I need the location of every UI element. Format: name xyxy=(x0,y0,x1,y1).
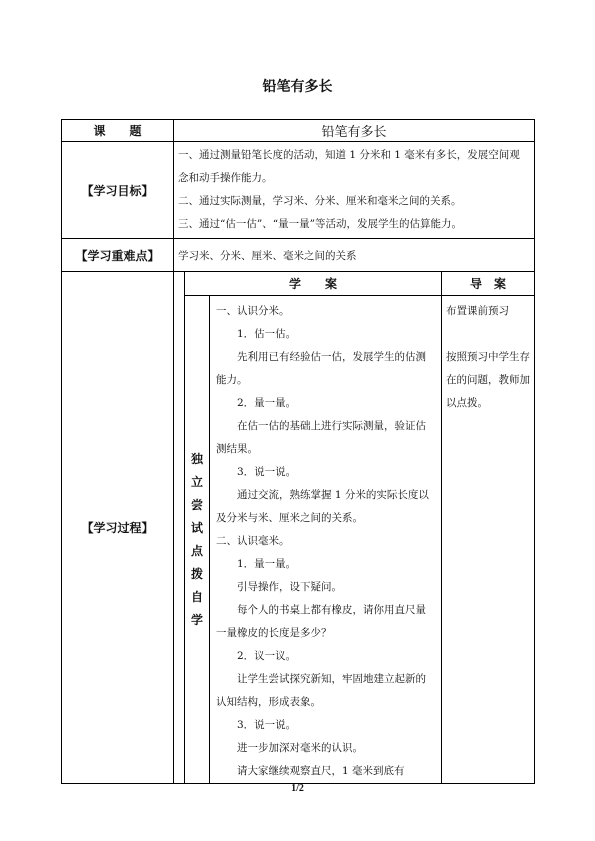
plan-line: 3．说一说。 xyxy=(237,719,297,731)
lesson-plan-table xyxy=(61,119,535,784)
topic-label: 课 题 xyxy=(62,120,174,142)
goal-item: 一、通过测量铅笔长度的活动，知道 1 分米和 1 毫米有多长，发展空间观念和动手操作能力。 xyxy=(178,149,520,184)
plan-line: 一、认识分米。 xyxy=(216,305,290,317)
plan-line: 在估一估的基础上进行实际测量，验证估测结果。 xyxy=(216,420,426,455)
plan-header: 学 案 xyxy=(185,272,442,296)
plan-line: 2．量一量。 xyxy=(237,397,297,409)
page-number: 1/2 xyxy=(291,783,304,794)
guide-header: 导 案 xyxy=(442,272,535,296)
process-spacer xyxy=(174,272,185,784)
goal-item: 二、通过实际测量，学习米、分米、厘米和毫米之间的关系。 xyxy=(178,195,462,207)
guide-line: 布置课前预习 xyxy=(446,305,509,317)
plan-line: 1．估一估。 xyxy=(237,328,297,340)
goals-cell xyxy=(174,142,535,239)
plan-line: 请大家继续观察直尺，1 毫米到底有 xyxy=(237,765,405,777)
goal-item: 三、通过“估一估”、“量一量”等活动，发展学生的估算能力。 xyxy=(178,218,462,230)
topic-value: 铅笔有多长 xyxy=(174,120,535,142)
phase-label: 独 立 尝 试 点 拨 自 学 xyxy=(185,296,210,784)
key-points-label: 【学习重难点】 xyxy=(62,239,174,272)
plan-line: 让学生尝试探究新知，牢固地建立起新的认知结构，形成表象。 xyxy=(216,673,426,708)
process-label: 【学习过程】 xyxy=(62,272,174,784)
plan-line: 每个人的书桌上都有橡皮，请你用直尺量一量橡皮的长度是多少？ xyxy=(216,604,426,639)
plan-line: 先利用已有经验估一估，发展学生的估测能力。 xyxy=(216,351,426,386)
guide-cell xyxy=(442,296,535,784)
goals-row xyxy=(62,142,535,239)
document-title: 铅笔有多长 xyxy=(262,79,333,95)
key-points-value: 学习米、分米、厘米、毫米之间的关系 xyxy=(174,239,535,272)
plan-line: 二、认识毫米。 xyxy=(216,535,290,547)
plan-line: 1．量一量。 xyxy=(237,558,297,570)
process-header-row xyxy=(62,272,535,296)
goals-label: 【学习目标】 xyxy=(62,142,174,239)
key-points-row xyxy=(62,239,535,272)
plan-line: 进一步加深对毫米的认识。 xyxy=(237,742,363,754)
plan-line: 2．议一议。 xyxy=(237,650,297,662)
topic-row xyxy=(62,120,535,142)
guide-line xyxy=(446,323,530,346)
plan-line: 引导操作，设下疑问。 xyxy=(237,581,342,593)
plan-line: 3．说一说。 xyxy=(237,466,297,478)
guide-line: 按照预习中学生存在的问题，教师加以点拨。 xyxy=(446,351,530,409)
plan-cell xyxy=(210,296,442,784)
plan-line: 通过交流，熟练掌握 1 分米的实际长度以及分米与米、厘米之间的关系。 xyxy=(216,489,429,524)
